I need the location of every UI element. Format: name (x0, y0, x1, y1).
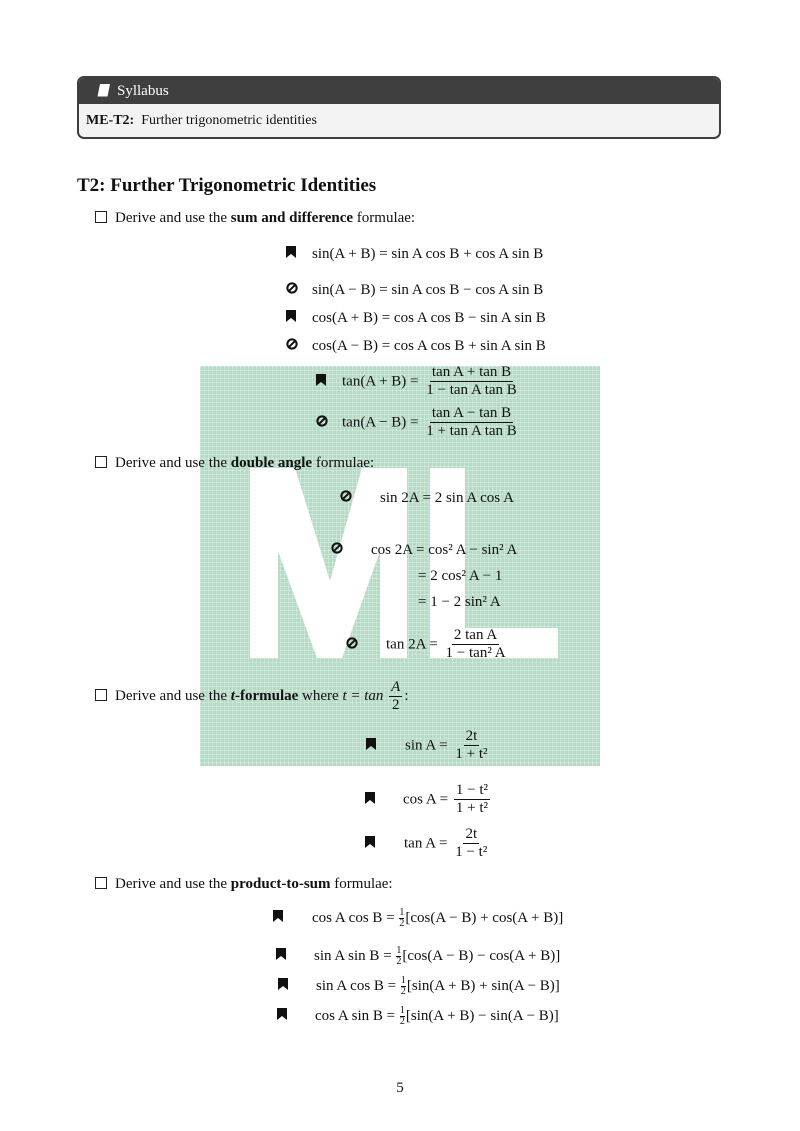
equation-tan-sum (316, 364, 521, 399)
objective-text: formulae: (334, 876, 393, 892)
equation-cos-double-line2: = 2 cos² A − 1 (418, 568, 503, 584)
syllabus-box (77, 76, 721, 139)
fraction-denominator: 2 (399, 918, 405, 930)
syllabus-title: Further trigonometric identities (141, 113, 317, 128)
fraction-denominator: 1 + t² (455, 800, 489, 816)
half-fraction (399, 908, 404, 929)
equation-lhs: tan(A − B) = (342, 414, 419, 431)
equation-lhs: sin A = (405, 737, 448, 754)
fraction-numerator: 1 − t² (455, 782, 489, 798)
fraction-denominator: 2 (391, 697, 400, 714)
fraction-denominator: 1 − t² (455, 844, 488, 860)
equation-sin-sum (286, 244, 543, 264)
fraction (424, 405, 519, 440)
fraction-denominator: 1 − tan² A (445, 645, 506, 661)
circle-slash-icon (286, 338, 298, 350)
syllabus-code: ME-T2: (86, 113, 135, 128)
bookmark-icon (286, 246, 296, 258)
equation-lhs: cos A = (403, 791, 449, 808)
objective-text: Derive and use the (115, 688, 228, 704)
equation-lhs: sin A sin B = (314, 948, 392, 964)
fraction (453, 728, 489, 763)
bookmark-icon (365, 792, 375, 804)
fraction-numerator: A (391, 679, 401, 696)
objective-keyword: product-to-sum (230, 876, 331, 892)
equation-text: sin(A − B) = sin A cos B − cos A sin B (312, 282, 544, 298)
equation-product-sin-sin (276, 946, 560, 967)
half-fraction (396, 946, 401, 967)
fraction (453, 826, 489, 861)
equation-product-cos-cos (273, 908, 563, 929)
fraction-denominator: 2 (399, 1016, 405, 1028)
fraction (454, 782, 490, 817)
objective-text: formulae: (356, 210, 416, 226)
equation-cos-diff (286, 336, 546, 356)
equation-cos-double-line3: = 1 − 2 sin² A (418, 594, 501, 610)
circle-slash-icon (331, 542, 343, 554)
checkbox-icon (95, 877, 107, 889)
fraction-numerator: tan A − tan B (431, 405, 512, 421)
checkbox-icon (95, 689, 107, 701)
objective-text: where (302, 688, 339, 704)
bookmark-icon (286, 310, 296, 322)
fraction-denominator: 1 − tan A tan B (426, 382, 517, 398)
objective-keyword: double angle (230, 455, 313, 471)
fraction-numerator: 1 (400, 975, 406, 987)
equation-lhs: tan 2A = (386, 636, 438, 653)
bookmark-icon (276, 948, 286, 960)
syllabus-content (79, 104, 719, 137)
equation-lhs: tan(A + B) = (342, 373, 419, 390)
bookmark-icon (277, 1008, 287, 1020)
equation-rhs: [cos(A − B) + cos(A + B)] (405, 910, 564, 926)
t-definition: t = tan (342, 688, 384, 704)
equation-text: sin(A + B) = sin A cos B + cos A sin B (312, 246, 544, 262)
objective-keyword-t: t (230, 688, 235, 704)
bookmark-icon (365, 836, 375, 848)
objective-text: formulae: (315, 455, 375, 471)
syllabus-header-label: Syllabus (117, 83, 169, 99)
objective-text: Derive and use the (115, 876, 228, 892)
objective-t-formulae (95, 679, 409, 714)
syllabus-header (79, 78, 719, 104)
equation-rhs: [sin(A + B) + sin(A − B)] (406, 978, 560, 994)
equation-product-cos-sin (277, 1006, 559, 1027)
section-heading: T2: Further Trigonometric Identities (77, 175, 377, 196)
half-fraction (401, 976, 406, 997)
equation-lhs: cos A sin B = (315, 1008, 396, 1024)
checkbox-icon (95, 456, 107, 468)
objective-sum-difference (95, 208, 415, 228)
equation-text: cos(A + B) = cos A cos B − sin A sin B (312, 310, 546, 326)
fraction-numerator: 2t (465, 826, 478, 842)
fraction-numerator: 2t (465, 728, 478, 744)
circle-slash-icon (340, 490, 352, 502)
objective-text: Derive and use the (115, 455, 228, 471)
fraction-denominator: 2 (400, 986, 406, 998)
equation-lhs: cos A cos B = (312, 910, 395, 926)
fraction (389, 679, 402, 714)
objective-keyword: -formulae (234, 688, 299, 704)
circle-slash-icon (346, 637, 358, 649)
equation-text: cos(A − B) = cos A cos B + sin A sin B (312, 338, 546, 354)
circle-slash-icon (316, 415, 328, 427)
equation-product-sin-cos (278, 976, 560, 997)
bookmark-icon (278, 978, 288, 990)
fraction-denominator: 1 + t² (455, 746, 488, 762)
fraction-numerator: 2 tan A (453, 627, 498, 643)
fraction (444, 627, 508, 662)
fraction (424, 364, 519, 399)
fraction-numerator: 1 (396, 945, 402, 957)
equation-rhs: [cos(A − B) − cos(A + B)] (402, 948, 561, 964)
equation-tan-diff (316, 405, 521, 440)
fraction-numerator: 1 (399, 1005, 405, 1017)
half-fraction (400, 1006, 405, 1027)
checkbox-icon (95, 211, 107, 223)
equation-lhs: cos 2A = (371, 542, 425, 558)
equation-rhs: [sin(A + B) − sin(A − B)] (405, 1008, 559, 1024)
equation-lhs: sin A cos B = (316, 978, 397, 994)
equation-sin-double (340, 488, 514, 508)
equation-t-cos (365, 782, 492, 817)
objective-colon: : (404, 688, 409, 704)
equation-rhs: cos² A − sin² A (428, 542, 518, 558)
fraction-denominator: 2 (396, 956, 402, 968)
objective-double-angle (95, 453, 374, 473)
bookmark-icon (273, 910, 283, 922)
bookmark-icon (316, 374, 326, 386)
equation-cos-double (331, 540, 517, 560)
equation-t-tan (365, 826, 491, 861)
book-icon (97, 84, 111, 97)
page-number: 5 (396, 1080, 404, 1096)
equation-sin-diff (286, 280, 543, 300)
objective-keyword: sum and difference (230, 210, 354, 226)
objective-text: Derive and use the (115, 210, 228, 226)
fraction-denominator: 1 + tan A tan B (426, 423, 517, 439)
objective-product-to-sum (95, 874, 393, 894)
equation-tan-double (346, 627, 510, 662)
fraction-numerator: 1 (399, 907, 405, 919)
equation-lhs: tan A = (404, 835, 448, 852)
bookmark-icon (366, 738, 376, 750)
circle-slash-icon (286, 282, 298, 294)
equation-cos-sum (286, 308, 546, 328)
equation-text: sin 2A = 2 sin A cos A (380, 490, 514, 506)
equation-t-sin (366, 728, 492, 763)
fraction-numerator: tan A + tan B (431, 364, 512, 380)
